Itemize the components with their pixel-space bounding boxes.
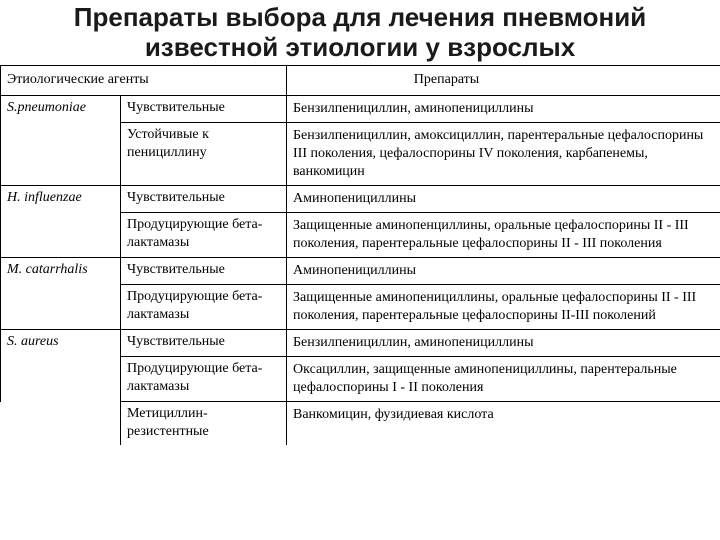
sensitivity-cell: Чувствительные [121, 96, 287, 123]
table-row [1, 213, 720, 258]
agent-cell [1, 357, 121, 402]
sensitivity-cell: Продуцирующие бета-лактамазы [121, 357, 287, 402]
drugs-cell: Бензилпенициллин, амоксициллин, парентеральные цефалоспорины III поколения, цефалоспорины IV поколения, карбапенемы, ванкомицин [287, 123, 720, 186]
drugs-cell: Ванкомицин, фузидиевая кислота [287, 402, 720, 446]
drugs-cell: Аминопенициллины [287, 258, 720, 285]
drugs-cell: Защищенные аминопенициллины, оральные цефалоспорины II - III поколения, парентеральные цефалоспорины II-III поколений [287, 285, 720, 330]
agent-cell: M. catarrhalis [1, 258, 121, 285]
table-row [1, 402, 720, 446]
agent-cell [1, 213, 121, 258]
table-row [1, 357, 720, 402]
table-header-row [1, 66, 720, 96]
table-row [1, 258, 720, 285]
sensitivity-cell: Чувствительные [121, 258, 287, 285]
sensitivity-cell: Метициллин-резистентные [121, 402, 287, 446]
drugs-cell: Аминопенициллины [287, 186, 720, 213]
sensitivity-cell: Чувствительные [121, 186, 287, 213]
sensitivity-cell: Продуцирующие бета-лактамазы [121, 285, 287, 330]
drugs-cell: Защищенные аминопенциллины, оральные цефалоспорины II - III поколения, парентеральные цефалоспорины II - III поколения [287, 213, 720, 258]
drugs-table [0, 65, 720, 445]
agent-cell [1, 123, 121, 186]
sensitivity-cell: Чувствительные [121, 330, 287, 357]
table-row [1, 96, 720, 123]
header-agents: Этиологические агенты [1, 66, 287, 96]
drugs-cell: Оксациллин, защищенные аминопенициллины, парентеральные цефалоспорины I - II поколения [287, 357, 720, 402]
title-line-1: Препараты выбора для лечения пневмоний [73, 2, 647, 32]
table-row [1, 123, 720, 186]
agent-cell [1, 285, 121, 330]
table-row [1, 186, 720, 213]
agent-cell: H. influenzae [1, 186, 121, 213]
drugs-cell: Бензилпенициллин, аминопенициллины [287, 330, 720, 357]
slide-title [0, 2, 720, 62]
drugs-cell: Бензилпенициллин, аминопенициллины [287, 96, 720, 123]
agent-cell: S.pneumoniae [1, 96, 121, 123]
agent-cell: S. aureus [1, 330, 121, 357]
agent-cell [1, 402, 121, 446]
title-line-2: известной этиологии у взрослых [144, 32, 576, 62]
header-drugs: Препараты [287, 66, 720, 96]
sensitivity-cell: Устойчивые к пенициллину [121, 123, 287, 186]
table-row [1, 330, 720, 357]
sensitivity-cell: Продуцирующие бета-лактамазы [121, 213, 287, 258]
table-row [1, 285, 720, 330]
